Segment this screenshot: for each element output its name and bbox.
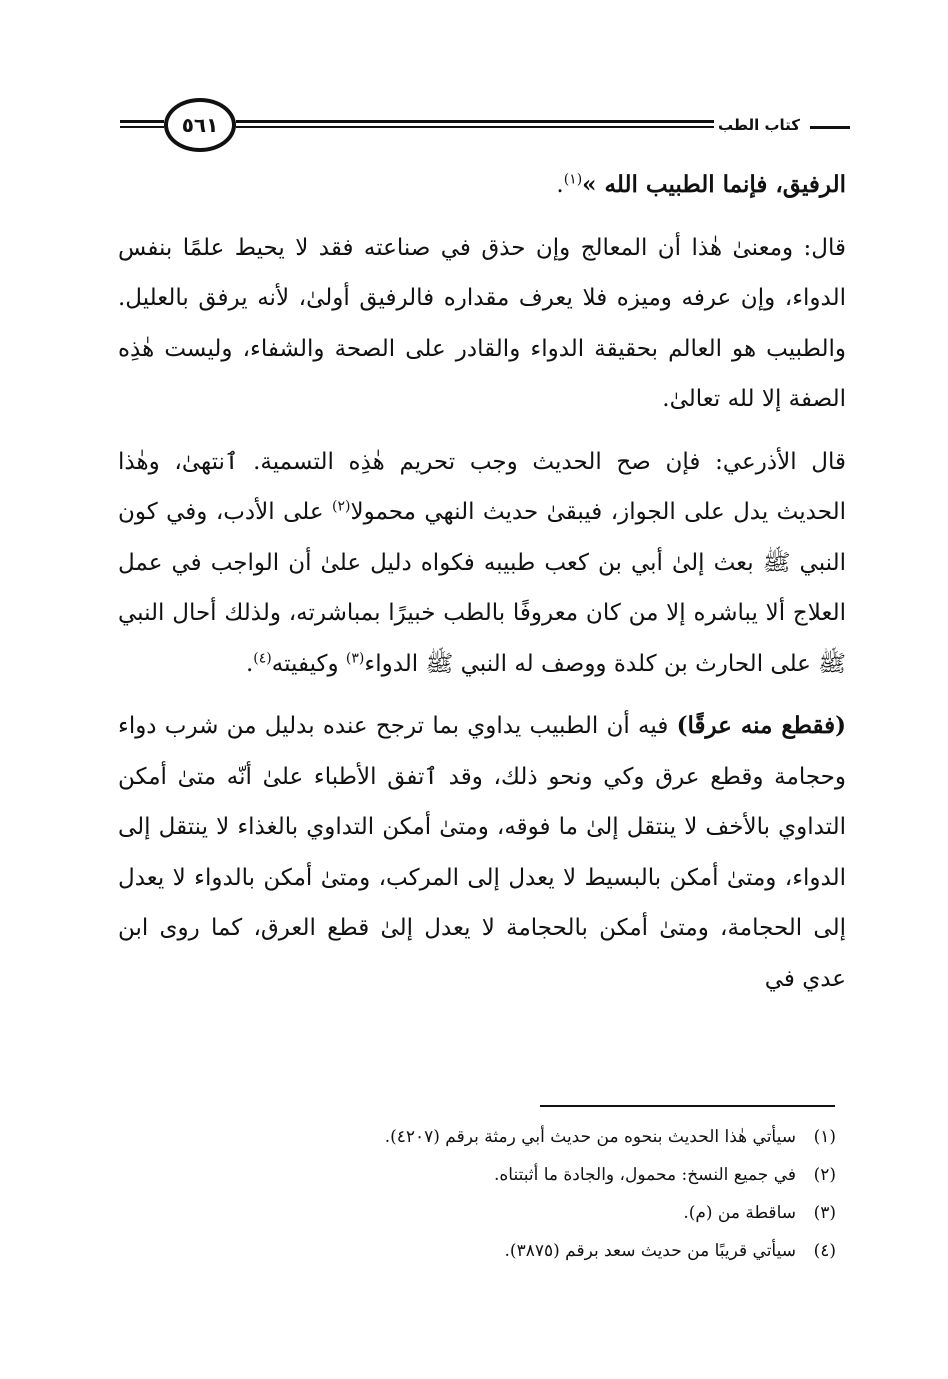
bold-phrase: الرفيق، فإنما الطبيب الله »	[582, 171, 846, 198]
text-run: .	[556, 172, 564, 198]
header-rule-right-thin	[236, 126, 714, 128]
page-number: ٥٦١	[164, 98, 236, 152]
footnotes	[200, 1118, 836, 1270]
footnote-number: (٤)	[813, 1241, 836, 1261]
book-title: كتاب الطب	[717, 116, 800, 134]
footnote-4	[200, 1232, 836, 1270]
paragraph-1	[118, 223, 846, 425]
footnote-number: (٢)	[813, 1165, 836, 1185]
footnote-ref-1[interactable]: (١)	[563, 171, 583, 188]
header-rule-left	[120, 120, 164, 123]
footnote-3	[200, 1194, 836, 1232]
footnote-number: (١)	[813, 1127, 836, 1147]
header-rule-far-right	[810, 126, 850, 129]
text-run: قال: ومعنىٰ هٰذا أن المعالج وإن حذق في صناعته فقد لا يحيط علمًا بنفس الدواء، وإن عرفه وميزه فلا يعرف مقداره فالرفيق أولىٰ، لأنه يرفق بالعليل. والطبيب هو العالم بحقيقة الدواء والقادر على الصحة والشفاء، وليست هٰذِه الصفة إلا لله تعالىٰ.	[118, 234, 846, 412]
text-run: فيه أن الطبيب يداوي بما ترجح عنده بدليل من شرب دواء وحجامة وقطع عرق وكي ونحو ذلك، وقد ٱتفق الأطباء علىٰ أنّه متىٰ أمكن التداوي بالأخف لا ينتقل إلىٰ ما فوقه، ومتىٰ أمكن التداوي بالغذاء لا ينتقل إلى الدواء، ومتىٰ أمكن بالبسيط لا يعدل إلى المركب، ومتىٰ أمكن بالدواء لا يعدل إلى الحجامة، ومتىٰ أمكن بالحجامة لا يعدل إلىٰ قطع العرق، كما روى ابن عدي في	[118, 713, 846, 992]
paragraph-3	[118, 701, 846, 1004]
footnote-text: ساقطة من (م).	[683, 1203, 796, 1223]
footnote-ref-3[interactable]: (٣)	[345, 649, 365, 666]
text-run: قال الأذرعي: فإن صح الحديث وجب تحريم هٰذِه التسمية. ٱنتهىٰ، وهٰذا الحديث يدل على الجواز، فيبقىٰ حديث النهي محمولا	[118, 448, 846, 525]
footnote-separator	[540, 1105, 835, 1107]
bold-phrase: (فقطع منه عرقًا)	[676, 712, 846, 739]
page-header	[120, 98, 850, 158]
footnote-text: في جميع النسخ: محمول، والجادة ما أثبتناه.	[493, 1165, 796, 1185]
header-rule-right	[236, 120, 714, 123]
footnote-number: (٣)	[813, 1203, 836, 1223]
footnote-2	[200, 1156, 836, 1194]
paragraph-0	[118, 160, 846, 211]
text-run: على الأدب، وفي كون النبي ﷺ بعث إلىٰ أبي بن كعب طبيبه فكواه دليل علىٰ أن الواجب في عمل العلاج ألا يباشره إلا من كان معروفًا بالطب خبيرًا بمباشرته، ولذلك أحال النبي ﷺ على الحارث بن كلدة ووصف له النبي ﷺ الدواء	[118, 499, 846, 677]
footnote-text: سيأتي قريبًا من حديث سعد برقم (٣٨٧٥).	[504, 1241, 796, 1261]
text-run: وكيفيته	[271, 650, 346, 677]
paragraph-2	[118, 437, 846, 690]
footnote-ref-4[interactable]: (٤)	[253, 649, 272, 666]
footnote-1	[200, 1118, 836, 1156]
header-rule-left-thin	[120, 126, 164, 128]
footnote-ref-2[interactable]: (٢)	[332, 498, 351, 515]
footnote-text: سيأتي هٰذا الحديث بنحوه من حديث أبي رمثة برقم (٤٢٠٧).	[384, 1127, 796, 1147]
main-text	[118, 160, 846, 1004]
text-run: .	[245, 650, 254, 677]
